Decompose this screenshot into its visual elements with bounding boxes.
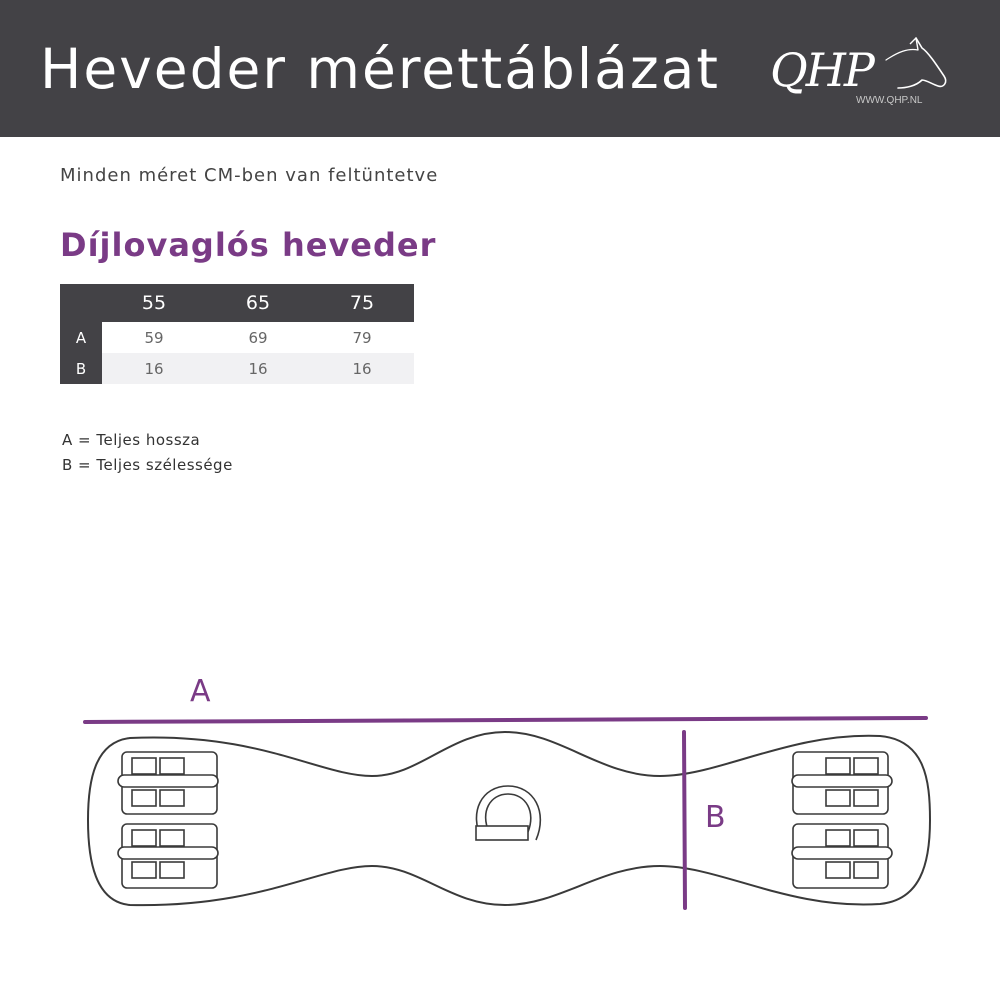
girth-illustration xyxy=(0,660,1000,940)
header-banner xyxy=(0,0,1000,137)
table-row xyxy=(60,322,414,353)
logo-url: WWW.QHP.NL xyxy=(856,95,923,106)
table-header-row xyxy=(60,284,414,322)
units-note: Minden méret CM-ben van feltüntetve xyxy=(60,165,439,186)
girth-outline xyxy=(88,732,930,905)
dimension-label-b: B xyxy=(705,800,726,835)
table-cell: 69 xyxy=(206,322,310,353)
dimension-label-a: A xyxy=(190,674,211,709)
legend xyxy=(62,428,233,478)
table-corner-cell xyxy=(60,284,102,322)
section-title: Díjlovaglós heveder xyxy=(60,226,437,264)
column-header: 55 xyxy=(102,284,206,322)
size-table xyxy=(60,284,414,384)
girth-diagram xyxy=(0,660,1000,940)
page-title: Heveder mérettáblázat xyxy=(40,37,720,101)
table-row xyxy=(60,353,414,384)
logo-text: QHP xyxy=(770,43,873,97)
table-cell: 16 xyxy=(102,353,206,384)
dimension-line-a xyxy=(85,718,926,722)
qhp-logo xyxy=(766,30,956,115)
table-cell: 16 xyxy=(206,353,310,384)
table-cell: 59 xyxy=(102,322,206,353)
legend-item-b: B = Teljes szélessége xyxy=(62,456,233,474)
row-label: B xyxy=(60,353,102,384)
dimension-line-b xyxy=(684,732,685,908)
table-cell: 16 xyxy=(310,353,414,384)
column-header: 75 xyxy=(310,284,414,322)
legend-item-a: A = Teljes hossza xyxy=(62,431,201,449)
column-header: 65 xyxy=(206,284,310,322)
table-cell: 79 xyxy=(310,322,414,353)
row-label: A xyxy=(60,322,102,353)
